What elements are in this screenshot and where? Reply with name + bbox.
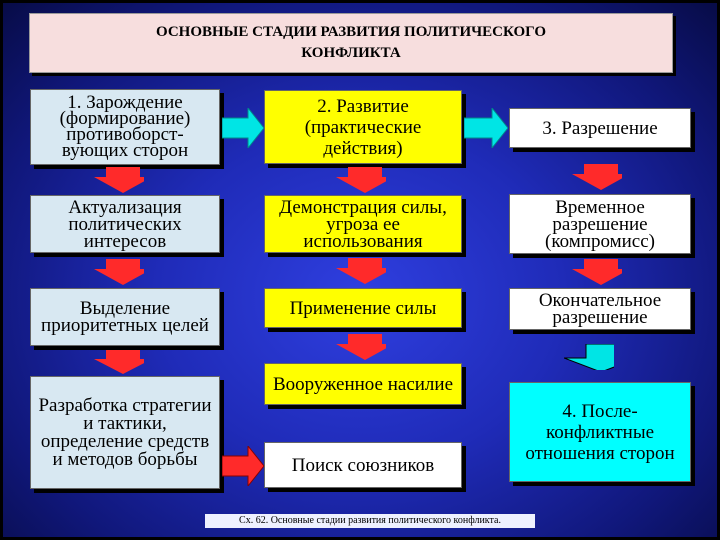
col2-step1-text: Демонстрация силы, угроза ее использования bbox=[279, 196, 447, 252]
stage-1-box bbox=[30, 89, 220, 165]
col2-step2-text: Применение силы bbox=[289, 297, 437, 319]
col3-step2-box bbox=[509, 288, 691, 330]
col3-step2-text: Окончательное разрешение bbox=[538, 290, 662, 328]
stage-1-text: 1. Зарождение (формирование) противоборст-вующих сторон bbox=[59, 92, 191, 161]
arrow-down-col2-1 bbox=[336, 167, 386, 193]
figure-caption: Сх. 62. Основные стадии развития политического конфликта. bbox=[205, 514, 535, 528]
arrow-down-col1-1 bbox=[94, 167, 144, 193]
arrow-right-col1-to-allies bbox=[222, 446, 264, 486]
title-line-1: ОСНОВНЫЕ СТАДИИ РАЗВИТИЯ ПОЛИТИЧЕСКОГО bbox=[155, 24, 546, 40]
col2-step1-box bbox=[264, 195, 462, 253]
col1-step3-box bbox=[30, 376, 220, 489]
stage-2-text: 2. Развитие (практические действия) bbox=[304, 95, 422, 159]
stage-3-text: 3. Разрешение bbox=[542, 117, 658, 139]
arrow-down-col2-2 bbox=[336, 258, 386, 284]
col1-step3-text: Разработка стратегии и тактики, определение средств и методов борьбы bbox=[38, 394, 212, 470]
col2-step3-text: Вооруженное насилие bbox=[272, 373, 454, 395]
stage-4-box bbox=[509, 382, 691, 482]
arrow-right-stage2-to-stage3 bbox=[464, 108, 508, 148]
col3-step1-box bbox=[509, 194, 691, 254]
col1-step1-box bbox=[30, 195, 220, 253]
arrow-down-col3-1 bbox=[572, 164, 622, 190]
col1-step2-box bbox=[30, 288, 220, 346]
arrow-down-col2-3 bbox=[336, 334, 386, 360]
col2-step2-box bbox=[264, 288, 462, 328]
col1-step2-text: Выделение приоритетных целей bbox=[41, 298, 209, 336]
col2-step4-box bbox=[264, 442, 462, 488]
diagram-title bbox=[29, 13, 673, 73]
col3-step1-text: Временное разрешение (компромисс) bbox=[545, 196, 655, 252]
arrow-down-col3-2 bbox=[572, 259, 622, 285]
col2-step3-box bbox=[264, 363, 462, 405]
arrow-down-col3-3 bbox=[564, 344, 614, 370]
arrow-down-col1-2 bbox=[94, 259, 144, 285]
arrow-down-col1-3 bbox=[94, 350, 144, 376]
col2-step4-text: Поиск союзников bbox=[291, 454, 435, 476]
title-line-2: КОНФЛИКТА bbox=[301, 45, 401, 61]
arrow-right-stage1-to-stage2 bbox=[222, 108, 264, 148]
stage-2-box bbox=[264, 90, 462, 164]
stage-4-text: 4. После-конфликтные отношения сторон bbox=[525, 400, 675, 464]
stage-3-box bbox=[509, 108, 691, 148]
col1-step1-text: Актуализация политических интересов bbox=[68, 196, 182, 252]
